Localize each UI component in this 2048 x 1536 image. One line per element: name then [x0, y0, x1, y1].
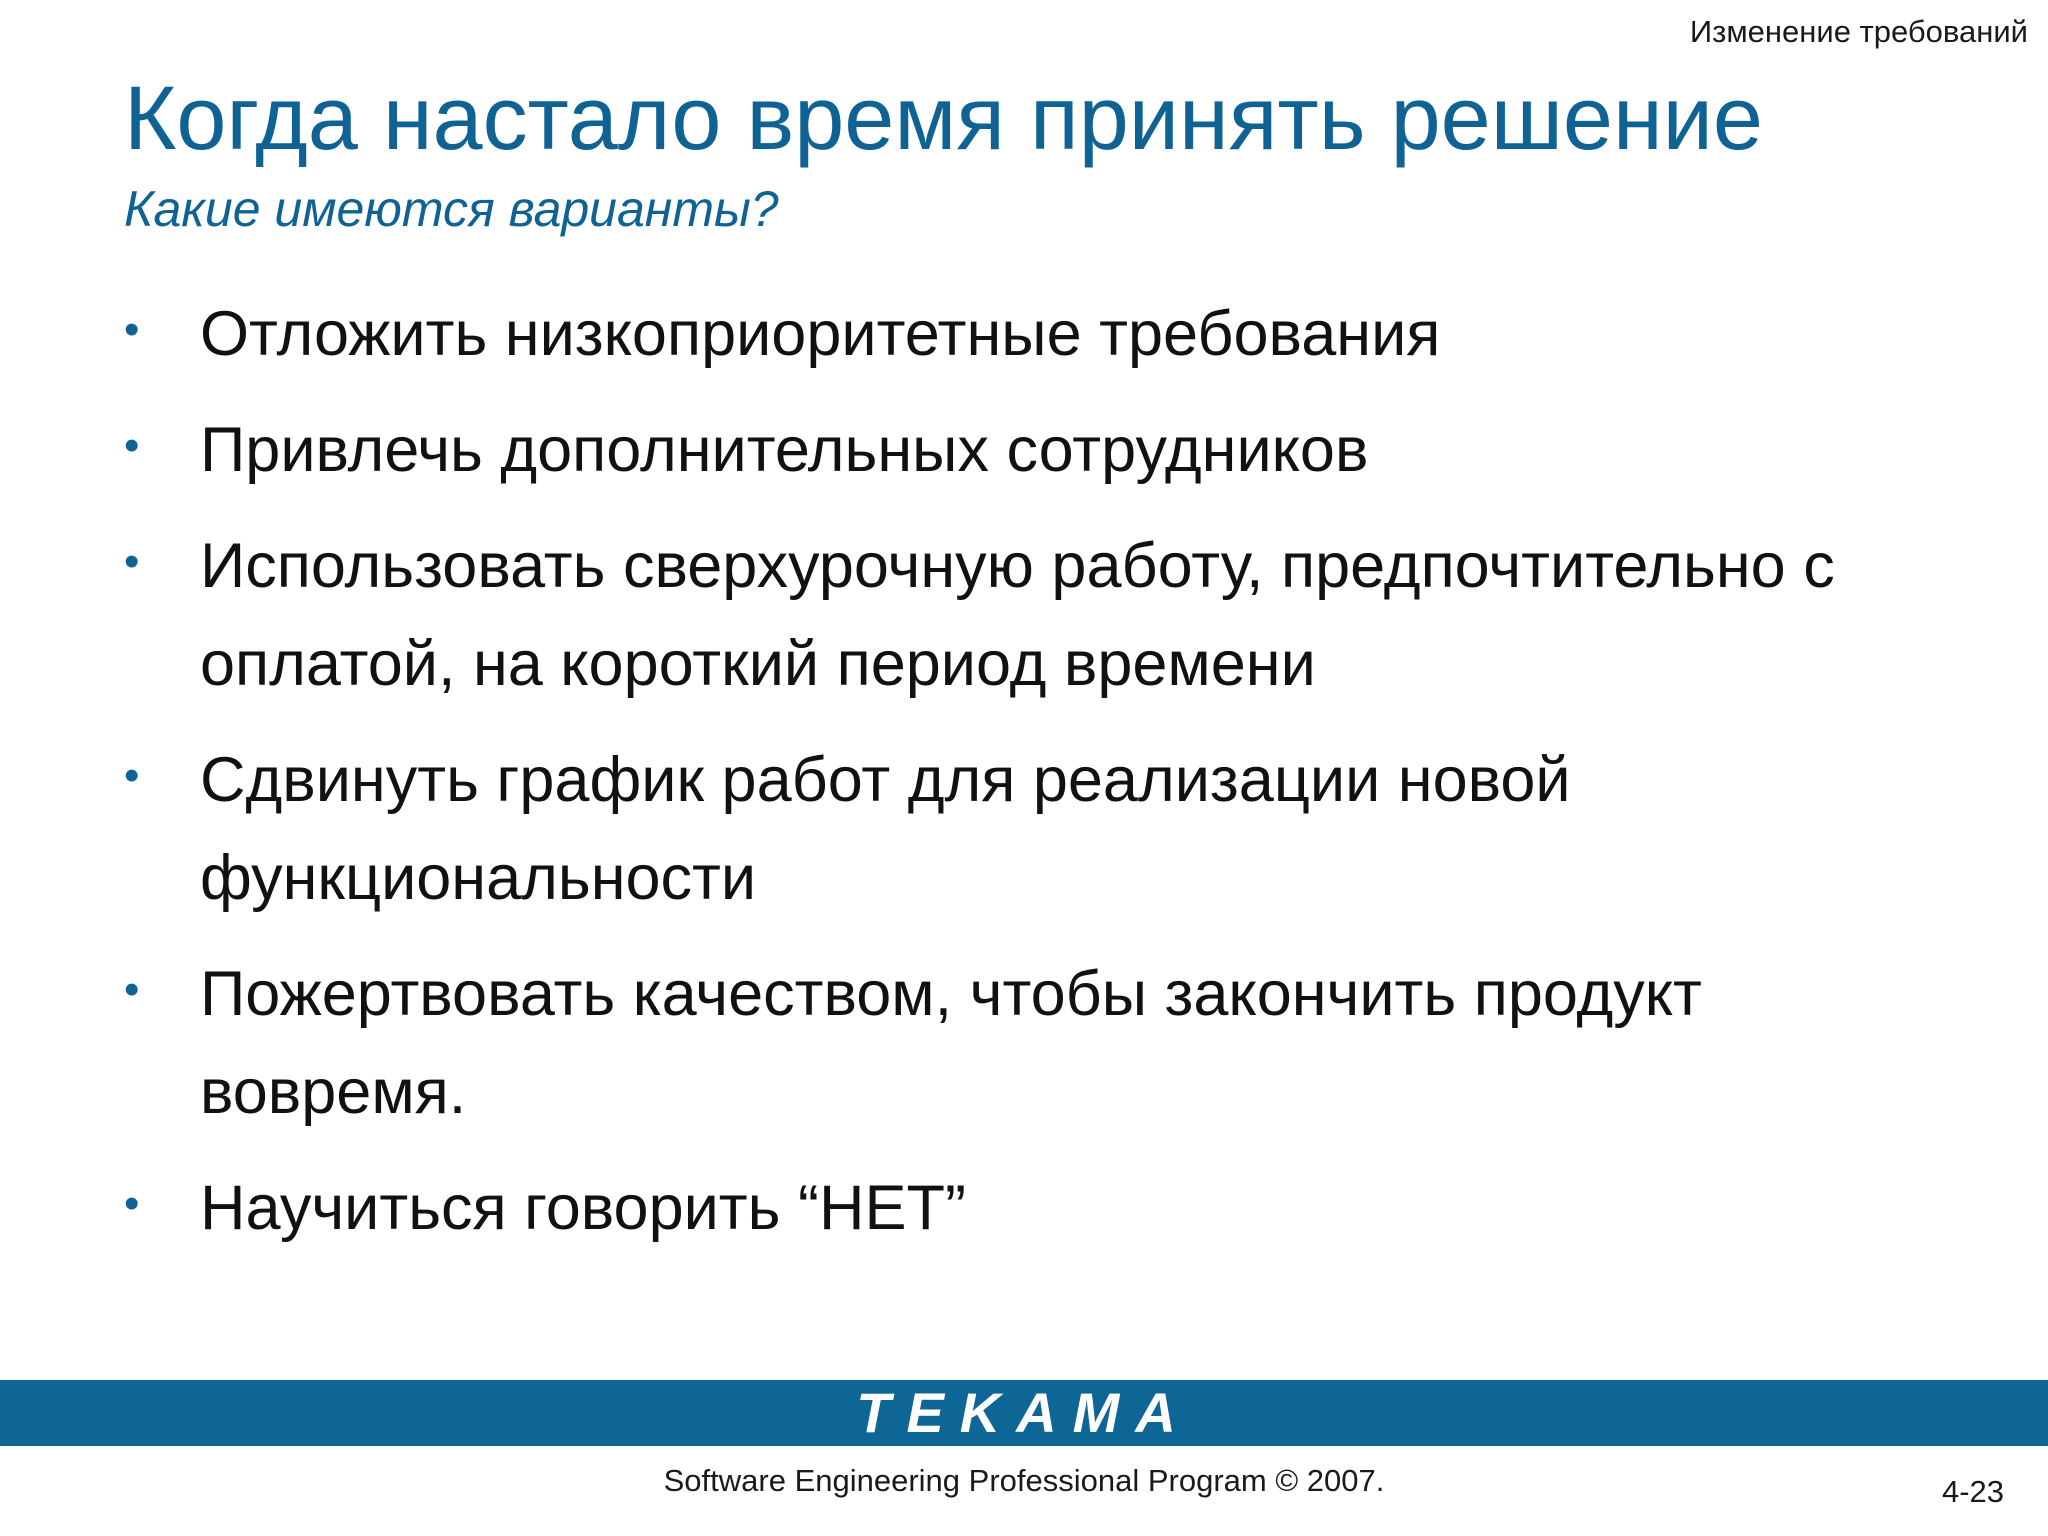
- section-header: Изменение требований: [1689, 14, 2028, 49]
- bullet-item: [124, 1159, 1984, 1257]
- slide-title: Когда настало время принять решение: [124, 69, 1763, 169]
- bullet-text: Сдвинуть график работ для реализации новой функциональности: [200, 745, 1571, 913]
- bullet-text: Пожертвовать качеством, чтобы закончить продукт вовремя.: [200, 959, 1702, 1127]
- bullet-icon: •: [124, 751, 140, 800]
- bullet-icon: •: [124, 305, 140, 354]
- brand-logo-text: TEKAMA: [856, 1381, 1192, 1444]
- bullet-icon: •: [124, 965, 140, 1014]
- bullet-text: Привлечь дополнительных сотрудников: [200, 415, 1369, 485]
- bullet-list: [124, 285, 1984, 1275]
- footer-band: [0, 1380, 2048, 1446]
- slide-subtitle: Какие имеются варианты?: [124, 181, 779, 237]
- bullet-item: [124, 285, 1984, 383]
- bullet-item: [124, 517, 1984, 713]
- bullet-item: [124, 945, 1984, 1141]
- bullet-text: Отложить низкоприоритетные требования: [200, 299, 1441, 369]
- copyright-notice: Software Engineering Professional Program © 2007.: [663, 1463, 1385, 1498]
- bullet-text: Научиться говорить “НЕТ”: [200, 1173, 966, 1243]
- bullet-icon: •: [124, 421, 140, 470]
- bullet-icon: •: [124, 537, 140, 586]
- page-number: 4-23: [1941, 1474, 2004, 1509]
- bullet-item: [124, 731, 1984, 927]
- bullet-icon: •: [124, 1179, 140, 1228]
- bullet-text: Использовать сверхурочную работу, предпочтительно с оплатой, на короткий период времени: [200, 531, 1835, 699]
- bullet-item: [124, 401, 1984, 499]
